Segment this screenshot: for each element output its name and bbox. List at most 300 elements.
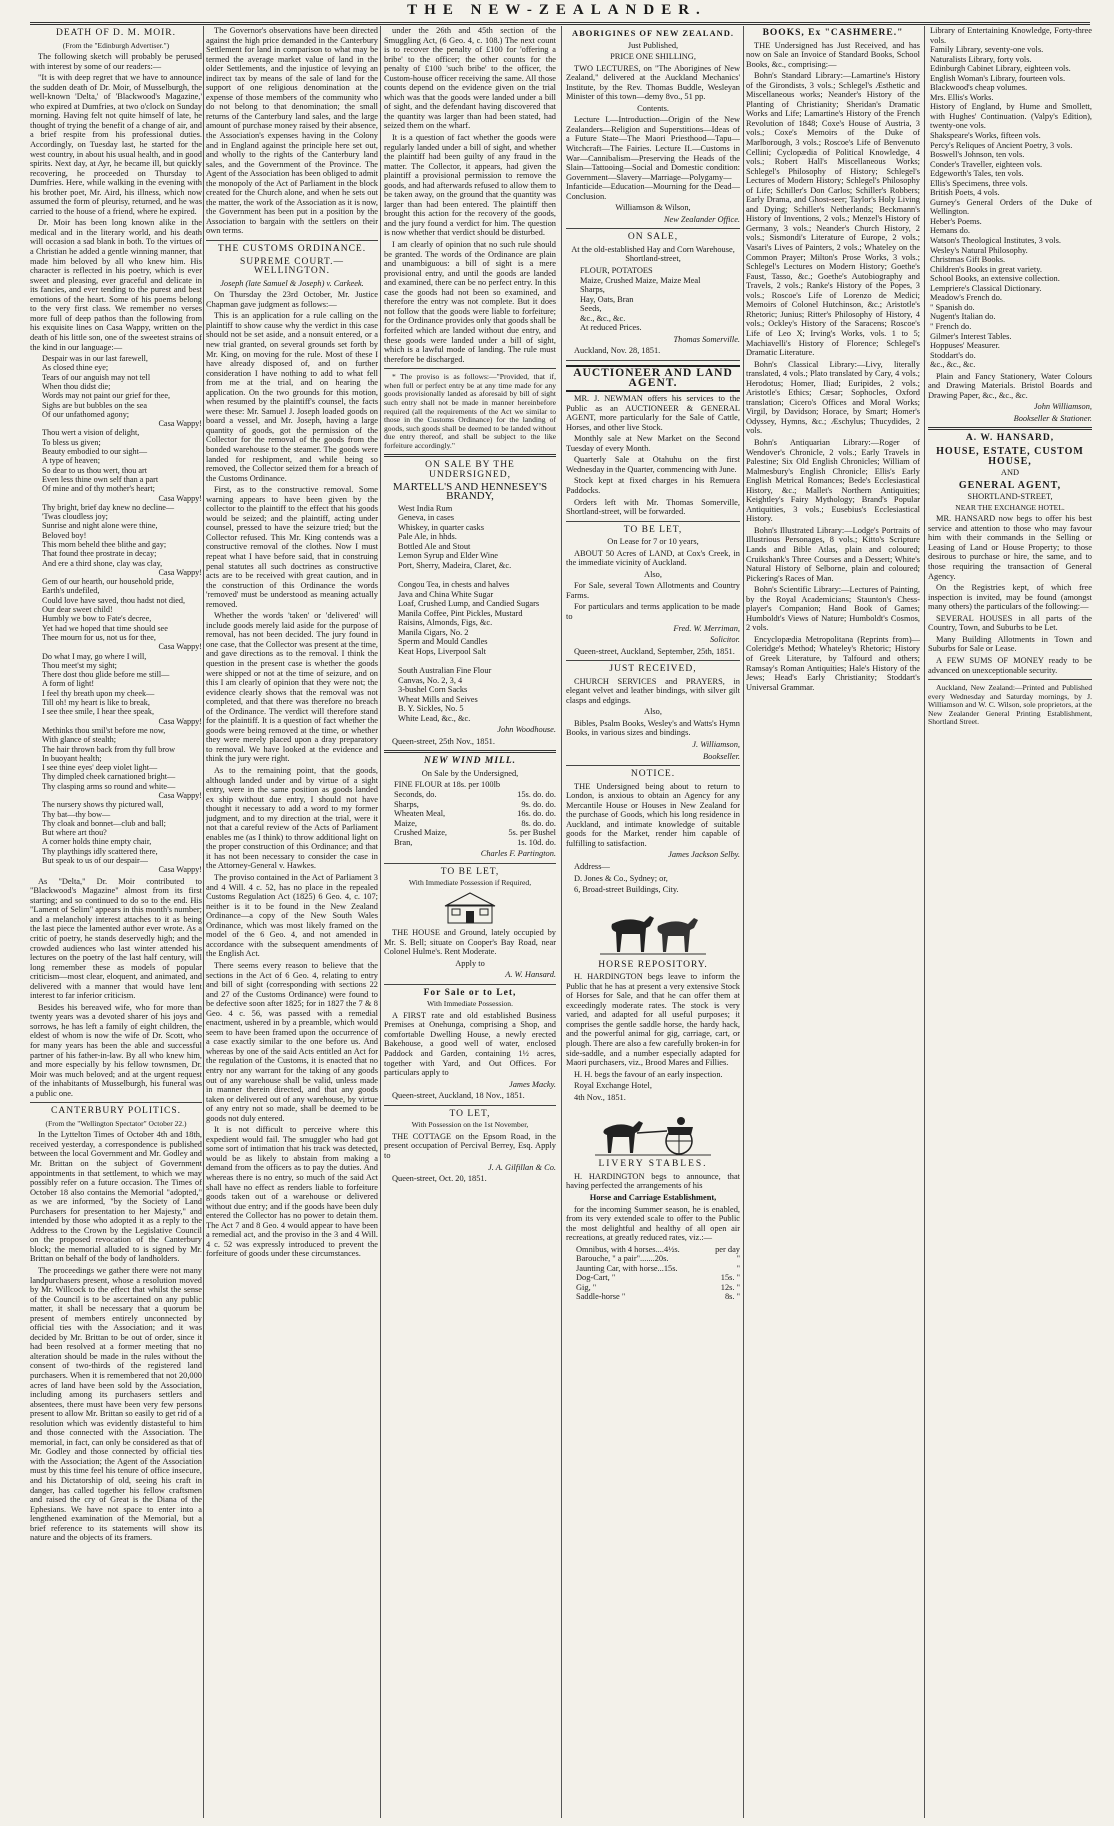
poem-line: Beauty embodied to our sight— [42,447,148,457]
article-paragraph: The proviso contained in the Act of Parliament 3 and 4 Will. 4 c. 52, has no place in the repealed Customs Regulation Act (1825) 6 Geo. 4, c. 107; neither is it to be found in the New Zealand Ordinance—a copy of the New South Wales Ordinance, which was most likely framed on the model of the 6 Geo. 4, and not amended in accordance with the subsequent amendments of the English Act. [206,873,378,959]
list-item: Bottled Ale and Stout [398,541,471,551]
list-item: Wesley's Natural Philosophy. [930,245,1028,255]
poem-line: Tears of our anguish may not tell [42,372,151,382]
customs-case: Joseph (late Samuel & Joseph) v. Carkeek. [220,278,364,288]
hansard-paragraph: On the Registries kept, of which free inspection is invited, may be found (amongst many others) the particulars of the following:— [928,583,1092,612]
rate-row [576,1292,740,1302]
list-item: History of England, by Hume and Smollett, with Hughes' Continuation. (Valpy's Edition), twenty-one vols. [930,102,1092,131]
auctioneer-title: AUCTIONEER AND LAND AGENT. [566,365,740,392]
article-paragraph: The proceedings we gather there were not many landpurchasers present, whose a resolution moved by Mr. Willcock to the effect that whilst the sense of the Council is to be ascertained on any public matter, it shall be necessary that a quorum be present of members entirely unconnected by official ties with the Association; and it was decided by Mr. Brittan to be out of order, since it had been resolved at a former meeting that no alteration should be made in the rules without the consent of two-thirds of the registered land purchasers. When it is remembered that not 20,000 acres of land have been sold by the Association, including among its purchasers settlers and absentees, there must have been very few persons present to allow Mr. Brittan so easily to get rid of a resolution which was evidently distasteful to him and those connected with the Association. The memorial, in fact, can only be considered as that of Mr. Godley and those connected by official ties with the Association; the Agent of the Association must by this time feel his tenure of office insecure, and his Dictatorship of old, seeing his craft in danger, has called together his fellow craftsmen and raised the cry of Great is the Diana of the Ephesians. We have not space to enter into a lengthened examination of the Memorial, but a brief reference to its statements will show its nature and the objects of its framers. [30,1266,202,1543]
column-3 [384,26,556,1818]
rate-row-cell: Dog-Cart, " [576,1273,616,1283]
list-item [398,656,556,666]
poem-line: Casa Wappy! [158,567,202,577]
poem-line: Could love have saved, thou hadst not died, [42,595,186,605]
list-item: Congou Tea, in chests and halves [398,580,510,590]
list-item: Wheat Mills and Seives [398,694,478,704]
list-item: Geneva, in cases [398,513,455,523]
poem-lines [42,363,202,874]
list-item: Seeds, [580,304,602,314]
rate-row-cell: " [736,1254,740,1264]
let-signature: Fred. W. Merriman, [673,623,740,633]
horse-date: 4th Nov., 1851. [574,1092,626,1102]
price-row-cell: 9s. do. do. [521,799,556,809]
poem-line: Words may not paint our grief for thee, [42,391,171,401]
list-item: B. Y. Sickles, No. 5 [398,704,464,714]
list-item: Whiskey, in quarter casks [398,522,484,532]
hansard-paragraph: A FEW SUMS OF MONEY ready to be advanced on unexceptionable security. [928,655,1092,675]
article-paragraph: Besides his bereaved wife, who for more than twenty years was a devoted sharer of his joys and sorrows, he has left a family of eight children, the eldest of whom is now the wife of Dr. Scott, who for many years has been the able and successful partner of his father-in-law. By all who knew him, and more especially by his fellow townsmen, Dr. Moir was much beloved; and at the urgent request of the inhabitants of Musselburgh, his funeral was a public one. [30,1002,202,1098]
poem-line: So dear to us thou wert, thou art [42,465,148,475]
poem [42,354,202,875]
books-signature-2: Bookseller & Stationer. [1013,413,1092,423]
poem-line: As closed thine eye; [42,363,109,373]
poem-line: I feel thy breath upon my cheek— [42,688,155,698]
rate-row-cell: per day [715,1244,740,1254]
livery-title: LIVERY STABLES. [598,1159,708,1170]
poem-line: Thy dimpled cheek carnationed bright— [42,772,176,782]
bohn-illustrated: Bohn's Illustrated Library:—Lodge's Portraits of Illustrious Personages, 8 vols.; Kitto's Scripture Lands and Bible Atlas, plain and coloured; Cruikshank's Three Courses and a Dessert; White's Natural History of Selborne, plain and coloured; Pickering's Races of Man. [746,525,920,583]
poem-line: Beloved boy! [42,530,87,540]
let-subtitle: On Lease for 7 or 10 years, [607,537,699,547]
list-item: Manila Cigars, No. 2 [398,627,469,637]
divider [30,1102,202,1103]
list-item: Pale Ale, in hhds. [398,532,457,542]
column-1 [30,26,202,1818]
aborigines-contents-heading: Contents. [637,103,669,113]
auctioneer-paragraph: Stock kept at fixed charges in his Remuera Paddocks. [566,476,740,495]
article-paragraph: As to the remaining point, that the goods, although landed under and by virtue of a sight entry, were in the same position as goods landed ex ship without due entry, I should not have thought it necessary to add a word to my former judgment, and to my direction at the trial, were it not that a careful review of the Acts of Parliament enables me (as I think) to throw additional light on the proper construction of this Ordinance; and that it has not been necessary to consider the case in the Attorney-General v. Hawkes. [206,766,378,871]
rate-row-cell: 12s. " [720,1282,740,1292]
aborigines-contents: Lecture I.—Introduction—Origin of the New Zealanders—Religion and Superstitions—Ideas of a Future State—The Maori Priesthood—Tapu—Witchcraft—The Fairies. Lecture II.—Customs in War—Cannibalism—Preserving the Heads of the Slain—Tattooing—Social and Domestic condition: Government—Slavery—Marriage—Polygamy—Infanticide—Education—Mourning for the Dead—Conclusion. [566,115,740,201]
poem-line: 'Twas cloudless joy; [42,512,108,522]
aborigines-price: PRICE ONE SHILLING, [610,52,696,62]
column-6 [928,26,1092,1818]
list-item: Watson's Theological Institutes, 3 vols. [930,236,1061,246]
let2-title: TO LET, [449,1108,491,1119]
rate-row-cell: Omnibus, with 4 horses....4½s. [576,1244,680,1254]
column-divider [561,26,562,1818]
poem-line: Our dear sweet child! [42,605,113,615]
forsale-date: Queen-street, Auckland, 18 Nov., 1851. [392,1091,525,1101]
received-signature: J. Williamson, [692,740,740,749]
horse-paragraph: H. H. begs the favour of an early inspection. [574,1069,723,1079]
list-item: Meadow's French do. [930,293,1002,303]
received-body: CHURCH SERVICES and PRAYERS, in elegant velvet and leather bindings, with silver gilt clasps and edgings. [566,676,740,705]
mill-intro: On Sale by the Undersigned, [421,768,519,778]
onsale-subtitle: At the old-established Hay and Corn Warehouse, Shortland-street, [571,244,735,264]
poem-line: Casa Wappy! [158,865,202,875]
column-divider [743,26,744,1818]
column-4 [566,26,740,1818]
received-title: JUST RECEIVED, [609,664,697,675]
rate-row [576,1254,740,1264]
list-item: School Books, an extensive collection. [930,274,1060,284]
list-item: Sharps, [580,285,605,295]
carriage-illustration-icon [593,1105,713,1157]
divider [206,240,378,241]
poem-line: Despair was in our last farewell, [42,354,148,364]
customs-title: THE CUSTOMS ORDINANCE. [217,244,367,255]
poem-line: To bless us given; [42,437,101,447]
onsale-signature: Thomas Somerville. [673,334,740,344]
aborigines-signature: Williamson & Wilson, [615,203,691,213]
list-item: Gilmer's Interest Tables. [930,331,1012,341]
auctioneer-body: MR. J. NEWMAN offers his services to the Public as an AUCTIONEER & GENERAL AGENT, more particularly for the Sale of Cattle, Horses, and other live Stock. [566,394,740,432]
price-row-cell: Seconds, do. [394,789,437,799]
divider [566,660,740,661]
let-signature-2: Solicitor. [709,635,740,645]
list-item: Shakspeare's Works, fifteen vols. [930,131,1041,141]
poem-line: Thy cloak and bonnet—club and ball; [42,818,166,828]
poem-line: Till oh! my heart is like to break, [42,698,150,708]
livery-body: H. HARDINGTON begs to announce, that having perfected the arrangements of his [566,1171,740,1191]
poem-line: Thee mourn for us, not us for thee, [42,632,156,642]
divider [384,863,556,864]
poem-line: Thy bright, brief day knew no decline— [42,502,175,512]
poem-line: Thou meet'st my sight; [42,660,117,670]
list-item: Sperm and Mould Candles [398,637,488,647]
mill-price-list [394,780,556,847]
rate-row [576,1264,740,1274]
canterbury-title: CANTERBURY POLITICS. [51,1106,181,1117]
poem-line: Casa Wappy! [158,419,202,429]
list-item: South Australian Fine Flour [398,665,492,675]
column-divider [380,26,381,1818]
list-item: Lempriere's Classical Dictionary. [930,283,1042,293]
article-paragraph: under the 26th and 45th section of the Smuggling Act, (6 Geo. 4, c. 108.) The next count is to recover the penalty of £100 for 'offering a bribe' to the officer; the other counts for the penalty of £100 'such bribe' to the officer, the Custom-house officer receiving the same. All those counts depend on the evidence given on the trial which was that the goods were landed under a bill of sight, and the defendant having discovered that the quantity was larger than had been stated, had seized them on the wharf. [384,26,556,131]
article-paragraph: Whether the words 'taken' or 'delivered' will include goods merely laid aside for the purpose of removal, has not been decided. The jury found in one case, that the Collector was present at the time, and gave directions as to the removal. I think the question in the present case is whether the goods were shipped or not at the time of seizure, and on this I am clearly of opinion that they were not; the evidence clearly shows that the removal was not completed, and that there was therefore no breach of the Ordinance. The verdict will therefore stand for the plaintiff. It is a question of fact whether the goods were being removed at the time, or whether they were merely placed upon a dray preparatory to removal. We have looked at the evidence and think the jury were right. [206,611,378,764]
auctioneer-paragraph: Quarterly Sale at Otahuhu on the first Wednesday in the Quarter, commencing with June. [566,455,740,474]
received-also: Also, [644,707,662,717]
article-paragraph: It is a question of fact whether the goods were regularly landed under a bill of sight, and whether the plaintiff had been guilty of any fraud in the matter. The Collector, it appears, had given the plaintiff a provisional permission to remove the goods, and had afterwards refused to allow them to be taken away, on the ground that the quantity was larger than had been entered. The plaintiff then brought this action for the recovery of the goods, and the jury found a verdict for him. The question is now whether that verdict should be disturbed. [384,133,556,238]
onsale-title: ON SALE, [627,232,679,243]
notice-signature: James Jackson Selby. [668,850,740,860]
hansard-line-3: SHORTLAND-STREET, [967,492,1053,502]
masthead: THE NEW-ZEALANDER. [407,2,707,18]
mill-title: NEW WIND MILL. [423,756,517,767]
article-paragraph: As "Delta," Dr. Moir contributed to "Blackwood's Magazine" almost from its first starting; and so continued to do so to the end. His "Lament of Selim" appears in this month's number; and a melancholy interest attaches to it as being the last piece the lamented author ever wrote. As a critic of poetry, he stands deservedly high; and the crowded audiences who last winter attended his lectures on the poetry of the last half century, will long remember these as models of popular criticism—most clear, eloquent, and animated, and delivered with a manner that would have lent interest to far inferior criticism. [30,876,202,1001]
hansard-line-1: HOUSE, ESTATE, CUSTOM HOUSE, [936,445,1084,467]
aborigines-title: ABORIGINES OF NEW ZEALAND. [571,28,735,38]
list-item: " Spanish do. [930,302,975,312]
list-item: Canvas, No. 2, 3, 4 [398,675,463,685]
divider [566,228,740,229]
books-signature: John Williamson, [1033,402,1092,412]
article-paragraph: It is not difficult to perceive where this expedient would fail. The smuggler who had got some sort of intimation that his track was detected, would be as likely to abstain from making a demand from the officers as to pay the duties. And whereas there is no entry, so much of the said Act shall have no effect as renders liable to forfeiture goods taken out of a warehouse or delivered without due entry; and if the goods have been duly entered the Collector has no power to detain them. The Act 7 and 8 Geo. 4 would appear to have been a remedial act, and the proviso in the 3 and 4 Will. 4 c. 52 was expressly introduced to prevent the forfeiture of goods under these circumstances. [206,1125,378,1259]
divider [384,368,556,369]
list-item: Gurney's General Orders of the Duke of Wellington. [930,197,1092,217]
horses-illustration-icon [598,898,708,958]
price-row-cell: 5s. per Bushel [508,828,556,838]
list-item: Manila Coffee, Pint Pickles, Mustard [398,608,523,618]
article-paragraph: First, as to the constructive removal. Some warning appears to have been given by the collector to the plaintiff to the effect that his goods would be seized; and the plaintiff, acting under counsel, pressed to have the seizure tried; but the Collector refused. This Mr. King contends was a constructive removal of the clothes. Now I must repeat what I have before said, that in construing penal statutes all such doctrines as constructive acts are to be received with great caution, and in the construction of this Ordinance the words 'removed' must be understood as meaning actually removed. [206,485,378,609]
poem-line: I see thine eyes' deep violet light— [42,763,158,773]
list-item: Heber's Poems. [930,216,982,226]
livery-rates [576,1245,740,1302]
list-item: Naturalists Library, forty vols. [930,54,1032,64]
price-row-cell: 1s. 10d. do. [517,837,556,847]
aborigines-body: TWO LECTURES, on "The Aborigines of New Zealand," delivered at the Auckland Mechanics' Institute, by the Rev. Thomas Buddle, Wesleyan Minister of this town—demy 8vo., 51 pp. [566,63,740,102]
let-also: Also, [644,569,662,579]
poem-line: A corner holds thine empty chair, [42,837,152,847]
hansard-paragraph: Many Building Allotments in Town and Suburbs for Sale or Lease. [928,634,1092,654]
rate-row-cell: 15s. " [720,1273,740,1283]
rate-row-cell: Gig, " [576,1282,597,1292]
auctioneer-paragraph: Orders left with Mr. Thomas Somerville, Shortland-street, will be forwarded. [566,497,740,517]
list-item: British Poets, 4 vols. [930,188,1000,198]
death-source: (From the "Edinburgh Advertiser.") [62,40,170,50]
poem-line: A form of light! [42,679,95,689]
let2-body: THE COTTAGE on the Epsom Road, in the present occupation of Percival Berrey, Esq. Apply to [384,1131,556,1160]
column-divider [924,26,925,1818]
list-item: &c., &c., &c. [930,360,976,370]
article-paragraph: I am clearly of opinion that no such rule should be granted. The words of the Ordinance are plain and unambiguous: a bill of sight is a mere provisional entry, and until the goods are landed and examined, there can be no perfect entry. In this case the goods had not been so examined, and therefore the entry was not complete. But it does not follow that the goods were liable to forfeiture; for the Ordinance provides only that goods shall be forfeited which are landed without due entry, and these goods were landed under a bill of sight, which is a lawful mode of landing. The rule must therefore be discharged. [384,240,556,364]
let-apply: Apply to [455,958,485,968]
column-2 [206,26,378,1818]
divider [928,427,1092,430]
bohn-classical: Bohn's Classical Library:—Livy, literally translated, 4 vols.; Plato translated by Cary, 4 vols.; Herodotus; Homer, Iliad; Euripides, 2 vols.; Aristotle's Ethics; Cæsar; Sophocles, Oxford translation; Cicero's Offices and Moral Works; Virgil, by Davidson; Horace, by Smart; Homer's Odyssey, Hymns, &c.; Æschylus; Thucydides, 2 vols. [746,359,920,436]
poem-line: Casa Wappy! [158,716,202,726]
onsale-list [398,504,556,724]
hansard-paragraph: SEVERAL HOUSES in all parts of the Country, Town, and Suburbs to be Let. [928,613,1092,633]
poem-line: A type of heaven; [42,456,100,466]
price-row-cell: Bran, [394,837,413,847]
list-item: Nugent's Italian do. [930,312,996,322]
poem-line: Gem of our hearth, our household pride, [42,577,174,587]
horse-body: H. HARDINGTON begs leave to inform the Public that he has at present a very extensive Stock of Horses for Sale, and that he can offer them at exceedingly moderate rates. The stock is very varied, and adapted for all useful purposes; it comprises the gentle saddle horse, the hardy hack, and the powerful animal for gig, carriage, cart, or plough. There are also a few carefully broken-in for side-saddle, and a number especially adapted for Maori purchasers, viz., Brood Mares and Fillies. [566,972,740,1068]
forsale-title: For Sale or to Let, [423,987,517,998]
list-item: Edgeworth's Tales, ten vols. [930,169,1024,179]
divider [928,679,1092,680]
poem-line: With glance of stealth; [42,735,117,745]
bohn-standard: Bohn's Standard Library:—Lamartine's History of the Girondists, 3 vols.; Schlegel's Æsthetic and Miscellaneous works; Neander's History of the Planting of Christianity; Sheridan's Dramatic Works and Life; Lamartine's History of the French Revolution of 1848; Coxe's House of Austria, 3 vols.; Coxe's Memoirs of the Duke of Marlborough, 3 vols.; Roscoe's Life of Benvenuto Cellini; Cyclopædia of Political Knowledge, 4 vols.; Robert Hall's Miscellaneous Works; Schlegel's Philosophy of History; Schlegel's Lectures of Modern History; Schlegel's Philosophy of Life; Schiller's Don Carlos; Schiller's Robbers; Early Drama, and Ghost-seer; Taylor's Holy Living and Dying; Schiller's Netherlands; Beckmann's History of Inventions, 2 vols.; Menzel's History of Germany, 3 vols.; Neander's Church History, 2 vols.; Sismondi's Literature of Europe, 2 vols.; Vasari's Lives of Painters, 2 vols.; Whateley on the Common Prayer; Milton's Prose Works, 3 vols.; Schlegel's Lectures on Modern History; Goethe's Faust, Tasso, &c.; Goethe's Autobiography and Travels, 2 vols.; Ranke's History of the Popes, 3 vols.; Roscoe's Life of Lorenzo de Medici; Memoirs of Colonel Hutchinson, &c.; Aristotle's Rhetoric; Junius; Ritter's Philosophy of History, 4 vols.; Ockley's History of the Saracens; Roscoe's Life of Leo X; Irving's Works, vols. 1 to 5; Machiavelli's History of Florence; Schlegel's Dramatic Literature. [746,71,920,358]
let2-date: Queen-street, Oct. 20, 1851. [392,1174,487,1184]
poem-line: In buoyant health; [42,753,102,763]
list-item [398,571,556,581]
poem-line: Even less thine own self than a part [42,474,159,484]
auctioneer-paragraph: Monthly sale at New Market on the Second Tuesday of every Month. [566,434,740,453]
let-subtitle: With Immediate Possession if Required, [408,878,532,888]
hansard-line-4: NEAR THE EXCHANGE HOTEL. [955,502,1065,512]
list-item: FLOUR, POTATOES [580,266,653,276]
rate-row [576,1273,740,1283]
poem-line: Of mine and of thy mother's heart; [42,484,155,494]
hansard-body: MR. HANSARD now begs to offer his best service and attention to those who may favour him with their commands in the Selling or Leasing of Land or House Property; to those desirous to purchase or hire, the same, and to those requiring the transaction of General Agency. [928,514,1092,581]
poem-line: Methinks thou smil'st before me now, [42,725,166,735]
price-row-cell: Crushed Maize, [394,828,448,838]
poem-line: Of our unfathomed agony; [42,409,130,419]
article-paragraph: On Thursday the 23rd October, Mr. Justice Chapman gave judgment as follows:— [206,290,378,309]
list-item: Stoddart's do. [930,350,976,360]
column-divider [203,26,204,1818]
list-item: Hemans do. [930,226,971,236]
poem-line: Sunrise and night alone were thine, [42,521,158,531]
poem-line: Thy clasping arms so round and white— [42,781,176,791]
livery-paragraph: for the incoming Summer season, he is enabled, from its very extended scale to offer to the Public the most delightful and healthy of all open air recreations, at greatly reduced rates, viz.:— [566,1204,740,1243]
encyclopaedia: Encyclopædia Metropolitana (Reprints from)—Coleridge's Method; Whateley's Rhetoric; History of Greek Literature, by Talfourd and others; Ramsay's Roman Antiquities; Hale's History of the Jews; Head's Early Christianity; Stoddart's Universal Grammar. [746,634,920,692]
forsale-subtitle: With Immediate Possession. [427,999,513,1009]
list-item: Library of Entertaining Knowledge, Forty-three vols. [930,26,1092,45]
price-row [394,809,556,819]
article-paragraph: The Governor's observations have been directed against the high price demanded in the Canterbury Settlement for land in comparison to what may be termed the average market value of land in the older Settlements, and the injustice of levying an indirect tax by means of the sale of land for the support of one religious denomination at the expense of those members of the community who do not belong to that denomination; the small returns of the Canterbury land sales, and the large amount of purchase money raised by their absence, the Association's expenses having in the Colony and in England against the principle here set out, and wholly to the rights of the Canterbury land sales, and the Government of the Province. The Agent of the Association has been obliged to admit the monopoly of the Act of Parliament in the block created for the Church alone, and when he sets out the matter, the work of the Association as it is now, the Government has been put in a position by the Association to bargain with the settlers on their own terms. [206,26,378,236]
notice-address-3: 6, Broad-street Buildings, City. [574,885,679,895]
divider [566,765,740,766]
let-title: TO BE LET, [623,524,683,535]
rate-row-cell: 8s. " [724,1292,740,1302]
poem-line: But where art thou? [42,828,107,838]
list-item: Maize, Crushed Maize, Maize Meal [580,275,701,285]
forsale-body: A FIRST rate and old established Business Premises at Onehunga, comprising a Shop, and comfortable Dwelling House, a newly erected Bakehouse, a good well of water, enclosed Paddock and Garden, containing 1½ acres, together with Yard, and Out Offices. For particulars apply to [384,1010,556,1078]
list-item: Percy's Reliques of Ancient Poetry, 3 vols. [930,140,1073,150]
price-row-cell: 16s. do. do. [517,809,556,819]
aborigines-signature-2: New Zealander Office. [663,214,740,224]
customs-subtitle: SUPREME COURT.—WELLINGTON. [240,256,344,277]
received-paragraph: Bibles, Psalm Books, Wesley's and Watts's Hymn Books, in various sizes and bindings. [566,718,740,738]
horse-repository-title: HORSE REPOSITORY. [598,959,708,970]
list-item: Java and China White Sugar [398,589,494,599]
books-intro: THE Undersigned has Just Received, and has now on Sale an Invoice of Standard Books, School Books, &c., comprising:— [746,40,920,69]
forsale-signature: James Macky. [509,1079,556,1089]
poem-line: And ere a third shone, clay was clay, [42,558,163,568]
poem-line: But speak to us of our despair— [42,856,148,866]
onsale-date: Auckland, Nov. 28, 1851. [574,346,661,356]
list-item: Christmas Gift Books. [930,255,1006,265]
footnote: * The proviso is as follows:—"Provided, that if, when full or perfect entry be at any time made for any goods provisionally landed as aforesaid by bill of sight such entry shall not be made in manner hereinbefore required (all the requirements of the Act we similar to those in the Customs Ordinance) for the landing of goods, such goods shall be deemed to be landed without due entry thereof, and shall be subject to the like forfeiture accordingly." [384,372,556,450]
article-paragraph: There seems every reason to believe that the sections in the Act of 6 Geo. 4, relating to entry and bill of sight (corresponding with sections 22 and 27 of the Customs Ordinance) were found to be defective soon after 1825; for in 1827 the 7 & 8 Geo. 4 c. 56, was passed with a remedial enactment, ushered in by a preamble, which would seem to have been framed upon the occurrence of a case exactly similar to the one before us. And whereas by one of the said Acts entitled an Act for the regulation of the Customs, it is enacted that no entry nor any warrant for the taking of any goods out of any warehouse shall be valid, unless made in manner therein directed, and that any goods taken or delivered out of any warehouse, by virtue of any entry not so made, shall be deemed to be goods not duly entered. [206,960,378,1123]
price-row-cell: FINE FLOUR at 18s. per 100lb [394,780,501,790]
death-title: DEATH OF D. M. MOIR. [55,28,177,38]
list-item: " French do. [930,321,972,331]
notice-body: THE Undersigned being about to return to London, is anxious to obtain an Agency for any Mercantile House or Houses in New Zealand for the purchase of Goods, which his long residence in Auckland, and intimate knowledge of suitable goods for the Market, render him capable of fulfilling to satisfaction. [566,781,740,848]
imprint: Auckland, New Zealand:—Printed and Published every Wednesday and Saturday mornings, by J. Williamson and W. C. Wilson, sole proprietors, at the New Zealander General Printing Establishment, Shortland Street. [928,683,1092,727]
article-paragraph: Dr. Moir has been long known alike in the medical and in the literary world, and his death will occasion a sad blank in both. To the virtues of a Christian he added a gentle winning manner, that made him beloved by all who knew him. His character is reflected in his poetry, which is ever sweet and pleasing, ever graceful and delicate in its fancies, and ever tending to the purest and best emotions of the heart. Some of his poems belong to the very first class. We remember no verses more full of deep pathos than the following from his exquisite lines on Casa Wappy, written on the death of his little son, one of the sweetest strains of the kind in our language:— [30,218,202,352]
article-paragraph: This is an application for a rule calling on the plaintiff to show cause why the verdict in this case should not be set aside, and a nonsuit entered, or a new trial granted, on several grounds set forth by Mr. King, on moving for the rule. Most of these I have already disposed of, and on further consideration I have nothing to add to what fell from me at the trial, and on hearing the application. On the two grounds for this motion, when resumed by the plaintiff's counsel, the facts were these: Mr. Samuel J. Joseph loaded goods on board a vessel, and Mr. Joseph, having a large quantity of goods, got the permission of the Collector for the removal of the goods from the bonded warehouse to the steamer. The goods were landed for reshipment, and while being so removed, the Collector seized them for a breach of the Customs Ordinance. [206,311,378,483]
hansard-name: A. W. HANSARD, [965,433,1055,444]
notice-address: Address— [574,862,610,872]
rate-row-cell: Saddle-horse " [576,1292,626,1302]
canterbury-source: (From the "Wellington Spectator" October 22.) [45,1118,187,1128]
list-item: Loaf, Crushed Lump, and Candied Sugars [398,599,540,609]
masthead-rule [30,22,1090,23]
let-paragraph: For particulars and terms application to be made to [566,602,740,621]
price-row-cell: Maize, [394,818,418,828]
rate-row-cell: Jaunting Car, with horse...15s. [576,1263,678,1273]
list-item: Lemon Syrup and Elder Wine [398,551,498,561]
list-item: English Woman's Library, fourteen vols. [930,73,1066,83]
poem-line: Earth's undefiled, [42,586,100,596]
divider [566,360,740,361]
poem-line: There dost thou glide before me still— [42,670,170,680]
poem-line: Thy playthings idly scattered there, [42,846,158,856]
poem-line: Casa Wappy! [158,791,202,800]
rate-row [576,1245,740,1255]
price-row [394,780,556,790]
let-date: Queen-street, Auckland, September, 25th, 1851. [574,646,735,656]
list-item: Children's Books in great variety. [930,264,1042,274]
list-item: West India Rum [398,503,453,513]
price-row [394,790,556,800]
rate-row [576,1283,740,1293]
list-item: Mrs. Ellis's Works. [930,92,994,102]
divider [384,984,556,985]
price-row-cell: 15s. do. do. [517,789,556,799]
poem-line: Sighs are but bubbles on the sea [42,400,148,410]
divider [566,521,740,522]
poem-line: The nursery shows thy pictured wall, [42,800,164,810]
article-paragraph: The following sketch will probably be perused with interest by some of our readers:— [30,52,202,71]
book-list [930,26,1092,370]
notice-address-2: D. Jones & Co., Sydney; or, [574,873,668,883]
onsale-date: Queen-street, 25th Nov., 1851. [392,736,495,746]
list-item: Edinburgh Cabinet Library, eighteen vols. [930,64,1071,74]
price-row-cell: Sharps, [394,799,419,809]
let-signature: A. W. Hansard. [505,970,556,980]
house-illustration-icon [442,891,498,925]
divider [384,454,556,457]
onsale-list [580,266,740,333]
poem-line: The hair thrown back from thy full brow [42,744,176,754]
divider [384,750,556,753]
stationery: Plain and Fancy Stationery, Water Colours and Drawing Materials. Bristol Boards and Drawing Paper, &c., &c., &c. [928,371,1092,400]
price-row [394,828,556,838]
let2-subtitle: With Possession on the 1st November, [411,1120,529,1130]
poem-line: Thou wert a vision of delight, [42,428,140,438]
let-paragraph: For Sale, several Town Allotments and Country Farms. [566,581,740,600]
let-title: TO BE LET, [440,866,500,877]
hansard-line-2: GENERAL AGENT, [958,479,1062,491]
list-item: Boswell's Johnson, ten vols. [930,150,1025,160]
horse-address: Royal Exchange Hotel, [574,1081,652,1091]
poem-line: That found thee prostrate in decay; [42,549,157,559]
poem-line: Thy bat—thy bow— [42,809,111,819]
price-row-cell: Wheaten Meal, [394,809,446,819]
poem-line: Casa Wappy! [158,642,202,652]
list-item: White Lead, &c., &c. [398,713,471,723]
let-body: ABOUT 50 Acres of LAND, at Cox's Creek, in the immediate vicinity of Auckland. [566,548,740,568]
list-item: Raisins, Almonds, Figs, &c. [398,618,493,628]
poem-line: Humbly we bow to Fate's decree, [42,614,152,624]
list-item: Hoppuses' Measurer. [930,341,1000,351]
list-item: Keat Hops, Liverpool Salt [398,646,486,656]
rate-row-cell: " [736,1263,740,1273]
poem-line: I see thee smile, I hear thee speak, [42,707,155,717]
notice-title: NOTICE. [630,769,676,780]
article-paragraph: In the Lyttelton Times of October 4th and 18th, received yesterday, a correspondence is published between the local Government and Mr. Godley and Mr. Brittan on the subject of Government appointments in that settlement, to which we may possibly refer on a future occasion. The Times of October 18 also contains the Memorial "adopted," as we are informed, "by the Society of Land Purchasers for presentation to her Majesty," and intended by those who adopted it as a reply to the Address to the Crown by the Legislative Council on the proposed revocation of the Canterbury block; the memorial alluded to is signed by Mr. Brittan on behalf of the body of landholders. [30,1130,202,1264]
bohn-scientific: Bohn's Scientific Library:—Lectures of Painting, by the Royal Academicians; Staunton's Chess-player's Companion; Hand Book of Games; Humboldt's Views of Nature; Humboldt's Cosmos, 2 vols. [746,585,920,633]
let-body: THE HOUSE and Ground, lately occupied by Mr. S. Bell; situate on Cooper's Bay Road, near Colonel Hulme's. Rent Moderate. [384,927,556,957]
list-item: Blackwood's cheap volumes. [930,83,1028,93]
price-row [394,800,556,810]
list-item: Ellis's Specimens, three vols. [930,178,1028,188]
article-paragraph: "It is with deep regret that we have to announce the sudden death of Dr. Moir, of Musselburgh, the well-known 'Delta,' of 'Blackwood's Magazine,' who expired at Dumfries, at two o'clock on Sunday morning. Having felt not quite himself of late, he thought of trying the benefit of a change of air, and a brief respite from his professional duties. Accordingly, on Tuesday last, he started for the west country, in about his usual health, and in good spirits. Next day, at Ayr, he became ill, but quickly recovering, he proceeded on Thursday to Dumfries. Here, while walking in the evening with his brother poet, Mr. Aird, his illness, which now assumed the form of pleurisy, returned, and he was carried to the house of a friend, where he expired. [30,73,202,216]
hansard-and: AND [1000,468,1020,478]
list-item: Family Library, seventy-one vols. [930,45,1044,55]
list-item: Conder's Traveller, eighteen vols. [930,159,1043,169]
mill-signature: Charles F. Partington. [480,849,556,859]
poem-line: Casa Wappy! [158,493,202,503]
poem-line: Yet had we hoped that time should see [42,623,168,633]
list-item: 3-bushel Corn Sacks [398,685,468,695]
onsale-brandy: MARTELL'S AND HENNESEY'S BRANDY, [392,480,548,503]
poem-line: Do what I may, go where I will, [42,651,147,661]
let2-signature: J. A. Gilfillan & Co. [487,1162,556,1172]
masthead-rule-2 [30,24,1090,25]
onsale-title: ON SALE BY THE UNDERSIGNED, [425,460,515,481]
poem-line: When thou didst die; [42,381,111,391]
received-signature-2: Bookseller. [703,751,740,761]
price-row [394,838,556,848]
